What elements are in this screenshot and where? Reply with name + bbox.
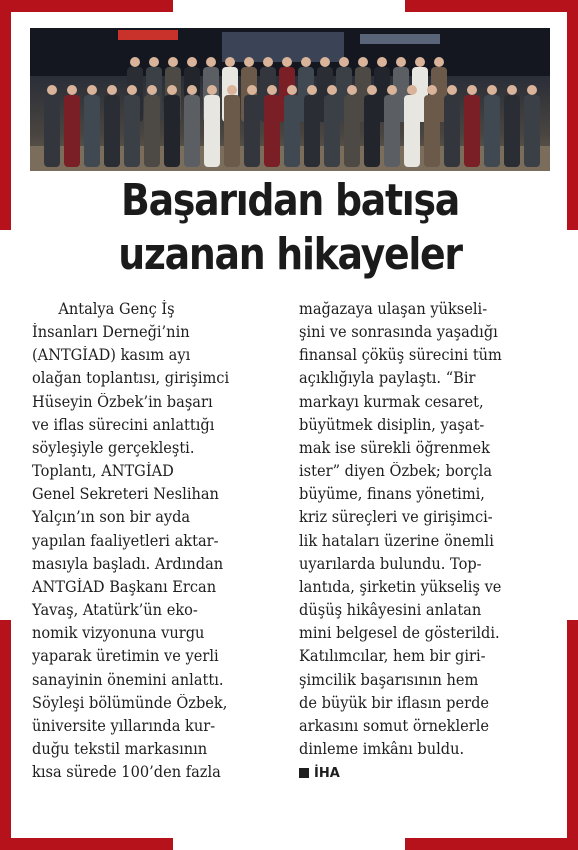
article-line: büyütmek disiplin, yaşat- [299, 415, 485, 434]
person-head [168, 57, 178, 67]
person-head [347, 85, 357, 95]
article-line: lantıda, şirketin yükseliş ve [299, 577, 502, 596]
headline-line-2: uzanan hikayeler [118, 229, 462, 280]
article-line: Toplantı, ANTGİAD [32, 462, 174, 481]
person-head [107, 85, 117, 95]
article-line: mağazaya ulaşan yükseli- [299, 300, 488, 318]
person-head [339, 57, 349, 67]
person-head [207, 85, 217, 95]
person-head [225, 57, 235, 67]
person-head [127, 85, 137, 95]
article-line: yaparak üretimin ve yerli [32, 647, 219, 666]
article-line: ve iflas sürecini anlattığı [32, 415, 215, 434]
frame-corner-bottom-right-side [567, 620, 578, 850]
person-head [263, 57, 273, 67]
person-head [427, 85, 437, 95]
article-line: Antalya Genç İş [58, 300, 175, 318]
person-head [130, 57, 140, 67]
article-line: Yalçın’ın son bir ayda [32, 508, 191, 527]
person-head [358, 57, 368, 67]
person-head [67, 85, 77, 95]
article-line: ister” diyen Özbek; borçla [299, 462, 493, 481]
person-body [144, 95, 160, 167]
person-body [504, 95, 520, 167]
person-head [327, 85, 337, 95]
article-line: söyleşiyle gerçekleşti. [32, 438, 195, 457]
person-body [404, 95, 420, 167]
person-body [364, 95, 380, 167]
article-line: kısa sürede 100’den fazla [32, 763, 221, 782]
person-head [301, 57, 311, 67]
person-body [44, 95, 60, 167]
article-line: şimcilik başarısının hem [299, 670, 479, 689]
person-head [307, 85, 317, 95]
person-body [124, 95, 140, 167]
article-line: sanayinin önemini anlattı. [32, 670, 224, 689]
article-line: finansal çöküş sürecini tüm [299, 346, 502, 365]
person-head [147, 85, 157, 95]
article-line: dinleme imkânı buldu. [299, 739, 465, 758]
person-head [396, 57, 406, 67]
article-line: olağan toplantısı, girişimci [32, 369, 230, 388]
person-body [304, 95, 320, 167]
article-line: Genel Sekreteri Neslihan [32, 485, 219, 504]
article-line: kriz süreçleri ve girişimci- [299, 508, 493, 527]
article-line: Hüseyin Özbek’in başarı [32, 392, 213, 411]
frame-corner-top-right [405, 0, 578, 12]
stage-banner [118, 30, 178, 40]
person-body [464, 95, 480, 167]
stage-screen-small [360, 34, 440, 44]
headline [66, 174, 513, 282]
frame-corner-bottom-left [0, 838, 173, 850]
person-head [47, 85, 57, 95]
article-line: Söyleşi bölümünde Özbek, [32, 693, 228, 712]
person-head [387, 85, 397, 95]
frame-corner-bottom-right [405, 838, 578, 850]
person-body [84, 95, 100, 167]
headline-line-1: Başarıdan batışa [121, 175, 459, 226]
person-head [244, 57, 254, 67]
source-label: İHA [314, 766, 340, 782]
frame-corner-bottom-left-side [0, 620, 11, 850]
article-line: düşüş hikâyesini anlatan [299, 601, 482, 620]
article-line: büyüme, finans yönetimi, [299, 485, 485, 504]
source-credit [299, 763, 549, 785]
person-body [224, 95, 240, 167]
article-line: şini ve sonrasında yaşadığı [299, 323, 498, 342]
person-head [87, 85, 97, 95]
frame-corner-top-left [0, 0, 173, 12]
person-body [184, 95, 200, 167]
person-head [167, 85, 177, 95]
person-body [384, 95, 400, 167]
article-line: arkasını somut örneklerle [299, 716, 490, 735]
person-body [64, 95, 80, 167]
frame-corner-top-left-side [0, 0, 11, 230]
article-line: markayı kurmak cesaret, [299, 392, 484, 411]
person-head [187, 85, 197, 95]
person-head [282, 57, 292, 67]
person-body [284, 95, 300, 167]
person-head [415, 57, 425, 67]
person-head [227, 85, 237, 95]
article-line: nomik vizyonuna vurgu [32, 624, 205, 643]
person-body [164, 95, 180, 167]
person-head [377, 57, 387, 67]
article-line: de büyük bir iflasın perde [299, 693, 490, 712]
person-body [324, 95, 340, 167]
person-head [447, 85, 457, 95]
article-line: mak ise sürekli öğrenmek [299, 438, 490, 457]
article-line: mini belgesel de gösterildi. [299, 624, 500, 643]
person-body [484, 95, 500, 167]
person-head [487, 85, 497, 95]
person-body [344, 95, 360, 167]
person-body [524, 95, 540, 167]
person-body [444, 95, 460, 167]
frame-corner-top-right-side [567, 0, 578, 230]
article-line: açıklığıyla paylaştı. “Bir [299, 369, 476, 388]
article-line: üniversite yıllarında kur- [32, 716, 216, 735]
article-line: uyarılarda bulundu. Top- [299, 554, 482, 573]
person-head [367, 85, 377, 95]
person-head [407, 85, 417, 95]
person-head [267, 85, 277, 95]
article-column-left [32, 298, 282, 784]
article-line: masıyla başladı. Ardından [32, 554, 224, 573]
article-line: lik hataları üzerine önemli [299, 531, 494, 550]
article-column-right-lines [299, 298, 549, 761]
person-head [434, 57, 444, 67]
article-line: Yavaş, Atatürk’ün eko- [32, 601, 198, 620]
person-head [467, 85, 477, 95]
article-line: (ANTGİAD) kasım ayı [32, 346, 191, 365]
person-head [527, 85, 537, 95]
person-body [104, 95, 120, 167]
article-line: yapılan faaliyetleri aktar- [32, 531, 219, 550]
source-square-icon [299, 768, 309, 778]
article-line: Katılımcılar, hem bir giri- [299, 647, 486, 666]
person-body [424, 95, 440, 167]
person-head [247, 85, 257, 95]
article-line: duğu tekstil markasının [32, 739, 208, 758]
group-photo [30, 28, 550, 171]
person-body [264, 95, 280, 167]
article-column-right [299, 298, 549, 785]
person-head [320, 57, 330, 67]
person-head [149, 57, 159, 67]
person-body [244, 95, 260, 167]
article-line: ANTGİAD Başkanı Ercan [32, 577, 217, 596]
person-body [204, 95, 220, 167]
person-head [206, 57, 216, 67]
person-head [287, 85, 297, 95]
article-line: İnsanları Derneği’nin [32, 323, 190, 342]
person-head [187, 57, 197, 67]
group-photo-illustration [30, 28, 550, 171]
person-head [507, 85, 517, 95]
